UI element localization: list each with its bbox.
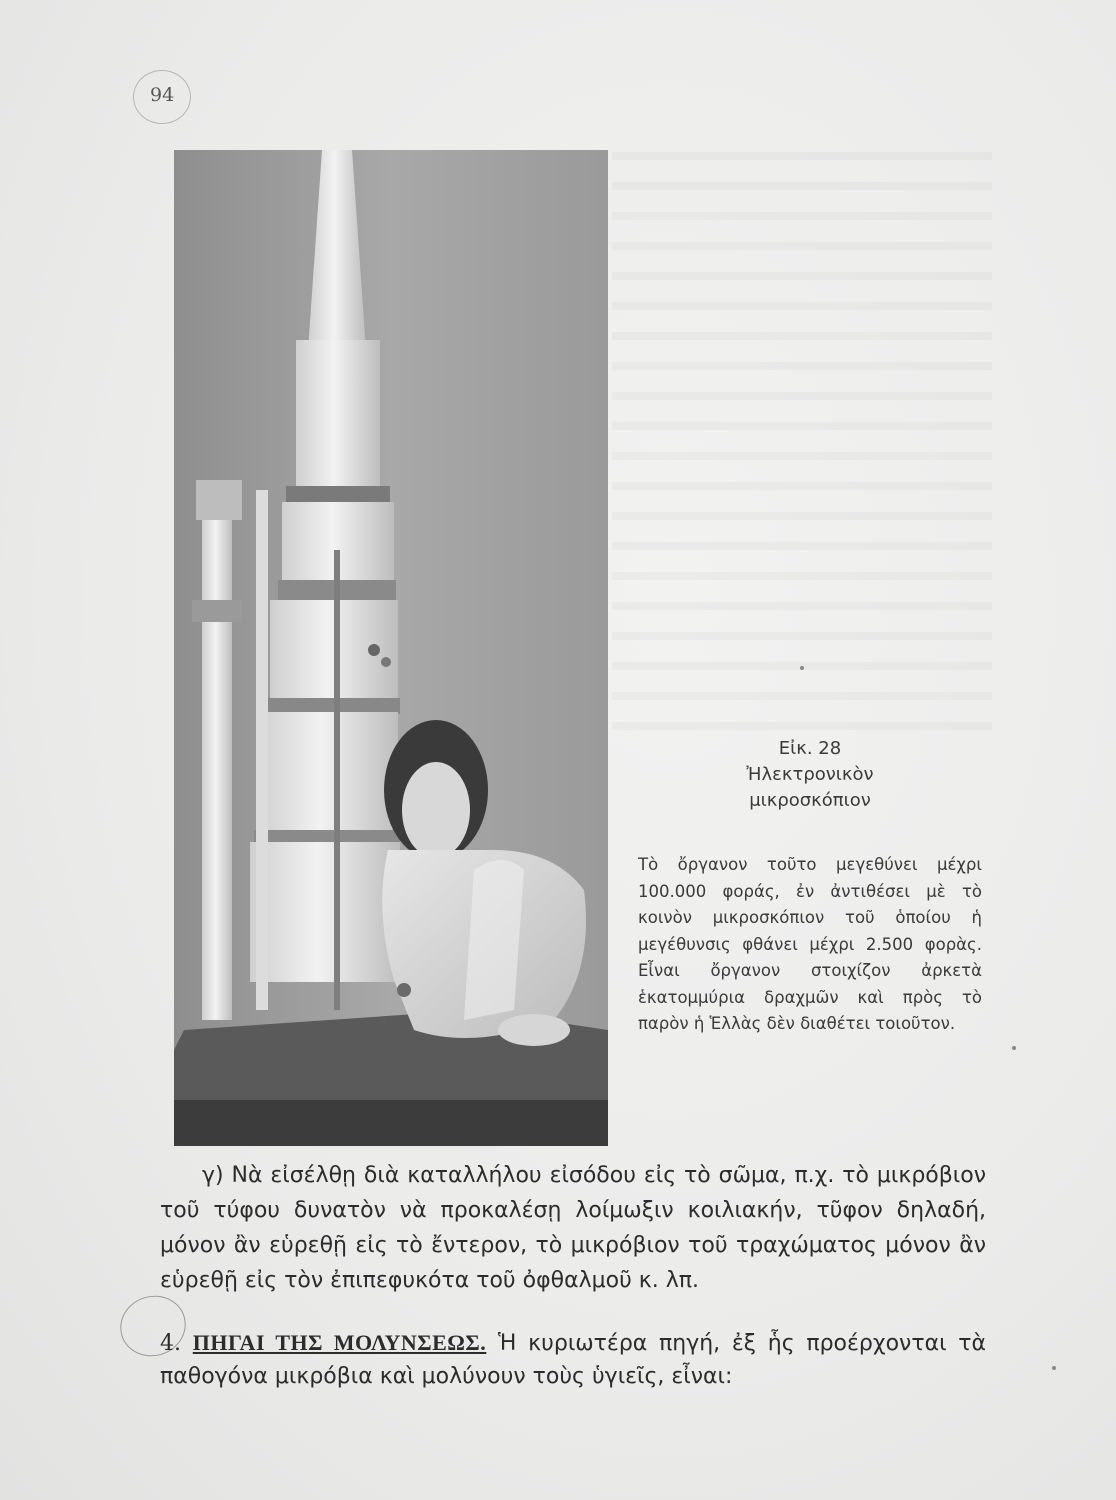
figure-photo-electron-microscope [174,150,608,1146]
section-text: Ἡ κυριωτέρα πηγή, ἐξ ἧς προέρχονται τὰ παθογόνα μικρόβια καὶ μολύνουν τοὺς ὑγιεῖς, εἶναι: [160,1331,986,1389]
section-heading: ΠΗΓΑΙ ΤΗΣ ΜΟΛΥΝΣΕΩΣ. [192,1330,487,1355]
figure-title-line-2: μικροσκόπιον [749,790,871,811]
figure-caption [638,736,982,814]
bleed-through-texture [612,130,992,730]
speck [800,666,804,670]
speck [1052,1366,1056,1370]
figure-title-line-1: Ἠλεκτρονικὸν [746,764,874,785]
section-number: 4. [160,1331,181,1356]
paragraph-c: γ) Νὰ εἰσέλθῃ διὰ καταλλήλου εἰσόδου εἰς τὸ σῶμα, π.χ. τὸ μικρόβιον τοῦ τύφου δυνατὸν νὰ προκαλέσῃ λοίμωξιν κοιλιακήν, τῦφον δηλαδή, μόνον ἂν εὑρεθῇ εἰς τὸ ἔντερον, τὸ μικρόβιον τοῦ τραχώματος μόνον ἂν εὑρεθῇ εἰς τὸν ἐπιπεφυκότα τοῦ ὀφθαλμοῦ κ. λπ. [160,1163,986,1293]
figure-description: Τὸ ὄργανον τοῦτο μεγεθύνει μέχρι 100.000 φοράς, ἐν ἀντιθέσει μὲ τὸ κοινὸν μικροσκόπιον τοῦ ὁποίου ἡ μεγέθυνσις φθάνει μέχρι 2.500 φορὰς. Εἶναι ὄργανον στοιχίζον ἀρκετὰ ἑκατομμύρια δραχμῶν καὶ πρὸς τὸ παρὸν ἡ Ἑλλὰς δὲν διαθέτει τοιοῦτον. [638,855,982,1033]
speck [1012,1046,1016,1050]
section-paragraph [160,1326,986,1393]
page-number: 94 [150,84,175,106]
figure-label: Εἰκ. 28 [778,738,842,759]
